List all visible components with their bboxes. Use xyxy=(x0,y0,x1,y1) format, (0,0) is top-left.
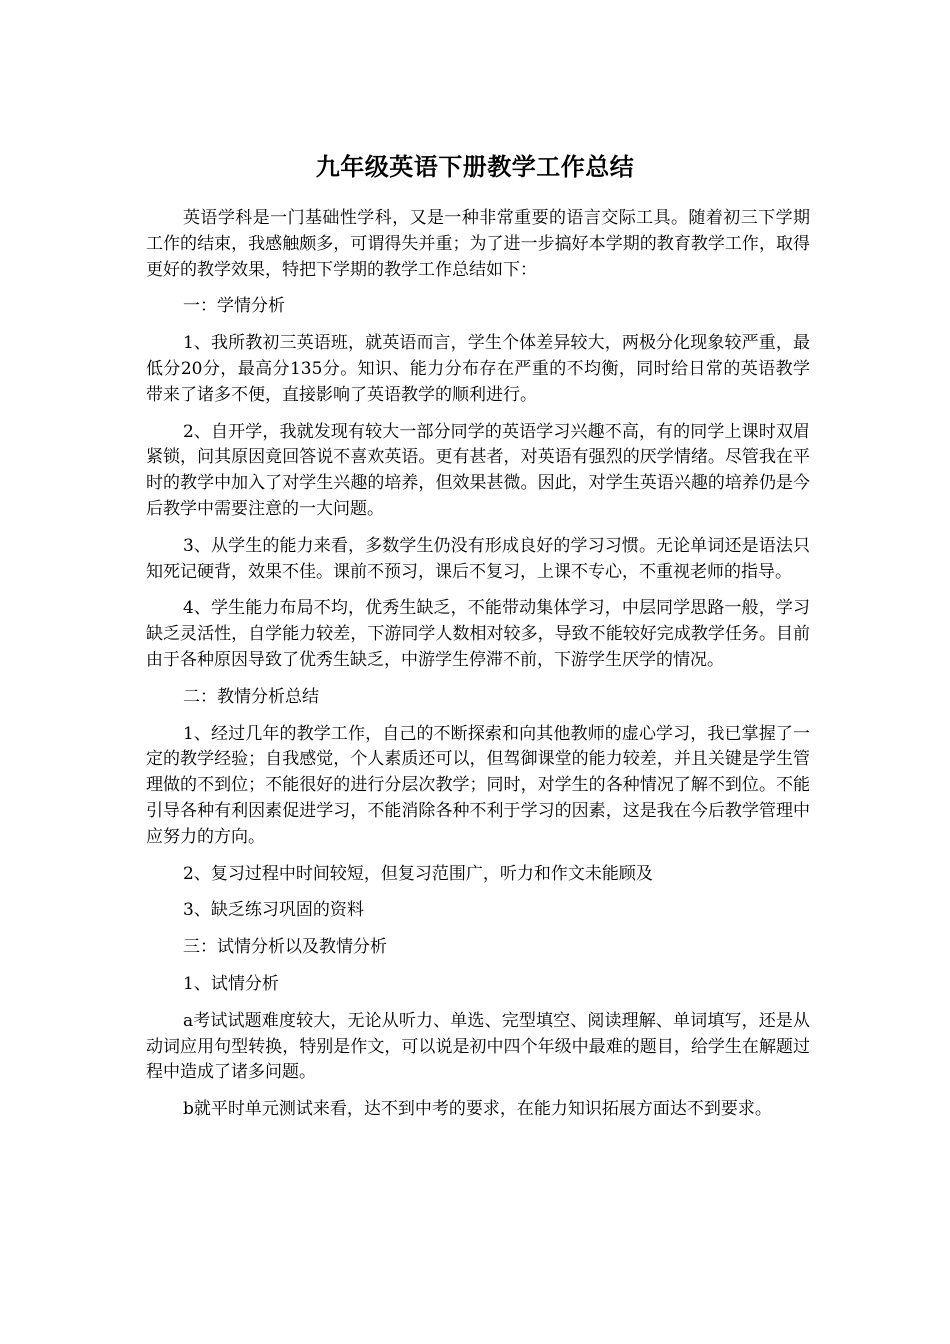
paragraph: a考试试题难度较大，无论从听力、单选、完型填空、阅读理解、单词填写，还是从动词应用句型转换，特别是作文，可以说是初中四个年级中最难的题目，给学生在解题过程中造成了诸多问题。 xyxy=(146,1010,810,1083)
document-body xyxy=(146,206,810,1134)
paragraph: 1、我所教初三英语班，就英语而言，学生个体差异较大，两极分化现象较严重，最低分20分，最高分135分。知识、能力分布存在严重的不均衡，同时给日常的英语教学带来了诸多不便，直接影响了英语教学的顺利进行。 xyxy=(146,333,810,405)
paragraph-intro: 英语学科是一门基础性学科，又是一种非常重要的语言交际工具。随着初三下学期工作的结束，我感触颇多，可谓得失并重；为了进一步搞好本学期的教育教学工作，取得更好的教学效果，特把下学期的教学工作总结如下： xyxy=(146,208,810,280)
section-heading-1: 一：学情分析 xyxy=(183,296,285,317)
paragraph: 1、经过几年的教学工作，自己的不断探索和向其他教师的虚心学习，我已掌握了一定的教学经验；自我感觉，个人素质还可以，但驾御课堂的能力较差，并且关键是学生管理做的不到位；不能很好的进行分层次教学；同时，对学生的各种情况了解不到位。不能引导各种有利因素促进学习，不能消除各种不利于学习的因素，这是我在今后教学管理中应努力的方向。 xyxy=(146,723,810,847)
paragraph: b就平时单元测试来看，达不到中考的要求，在能力知识拓展方面达不到要求。 xyxy=(183,1099,772,1120)
document-title: 九年级英语下册教学工作总结 xyxy=(315,152,635,181)
paragraph: 2、自开学，我就发现有较大一部分同学的英语学习兴趣不高，有的同学上课时双眉紧锁，问其原因竟回答说不喜欢英语。更有甚者，对英语有强烈的厌学情绪。尽管我在平时的教学中加入了对学生兴趣的培养，但效果甚微。因此，对学生英语兴趣的培养仍是今后教学中需要注意的一大问题。 xyxy=(146,421,810,519)
sub-heading: 1、试情分析 xyxy=(183,973,279,994)
paragraph: 2、复习过程中时间较短，但复习范围广，听力和作文未能顾及 xyxy=(183,863,653,884)
paragraph: 4、学生能力布局不均，优秀生缺乏，不能带动集体学习，中层同学思路一般，学习缺乏灵活性，自学能力较差，下游同学人数相对较多，导致不能较好完成教学任务。目前由于各种原因导致了优秀生缺乏，中游学生停滞不前，下游学生厌学的情况。 xyxy=(146,598,810,670)
section-heading-2: 二：教情分析总结 xyxy=(183,686,319,707)
paragraph: 3、从学生的能力来看，多数学生仍没有形成良好的学习习惯。无论单词还是语法只知死记硬背，效果不佳。课前不预习，课后不复习，上课不专心，不重视老师的指导。 xyxy=(146,535,810,582)
section-heading-3: 三：试情分析以及教情分析 xyxy=(183,937,387,958)
paragraph: 3、缺乏练习巩固的资料 xyxy=(183,900,364,921)
